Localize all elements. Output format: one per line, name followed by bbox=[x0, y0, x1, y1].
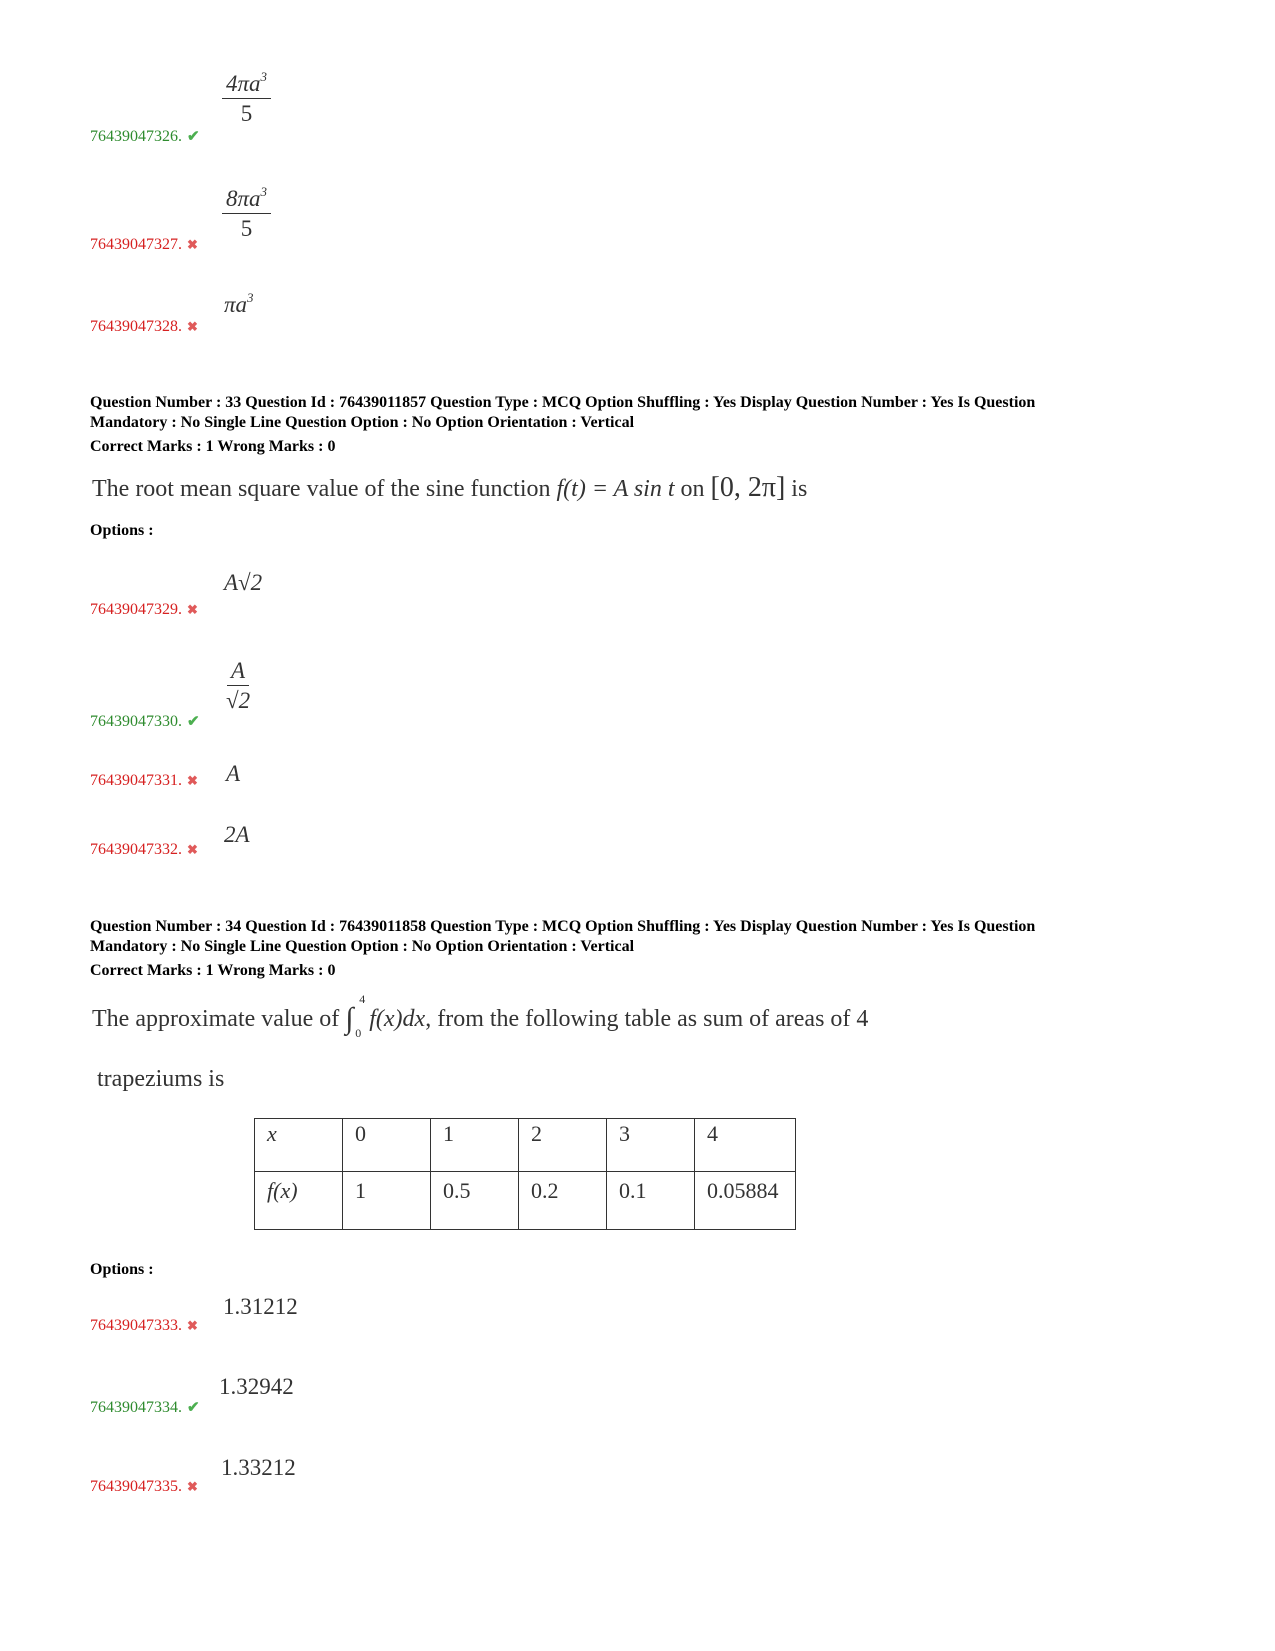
option-value: 1.33212 bbox=[221, 1455, 296, 1480]
table-cell: 0.1 bbox=[607, 1172, 695, 1230]
option-id: 76439047328. ✖ bbox=[90, 318, 198, 335]
option-id: 76439047333. ✖ bbox=[90, 1317, 198, 1334]
option-formula: $\pi a^3$ bbox=[224, 290, 254, 317]
correct-check-icon: ✔ bbox=[187, 1400, 200, 1416]
table-cell: 0.05884 bbox=[695, 1172, 796, 1230]
question-meta: Question Number : 33 Question Id : 76439011857 Question Type : MCQ Option Shuffling : Yes Display Question Number : Yes Is Question Mandatory : No Single Line Question Option : No Option Orientation : Vertical bbox=[90, 394, 1036, 431]
option-id: 76439047330. ✔ bbox=[90, 713, 200, 730]
table-header-cell: f(x) bbox=[255, 1172, 343, 1230]
question-text: The root mean square value of the sine function f(t) = A sin t on [0, 2π] is bbox=[92, 472, 808, 503]
option-id: 76439047326. ✔ bbox=[90, 128, 200, 145]
option-formula: $\frac{8\pi a^3}{5}$ bbox=[222, 185, 271, 240]
integral-sign: ∫ 4 0 bbox=[345, 992, 366, 1040]
option-formula: A√2 bbox=[224, 570, 263, 595]
table-cell: 0.5 bbox=[431, 1172, 519, 1230]
options-label: Options : bbox=[90, 522, 154, 539]
option-formula: A bbox=[226, 761, 241, 786]
option-value: 1.31212 bbox=[223, 1294, 298, 1319]
table-cell: 1 bbox=[431, 1119, 519, 1172]
wrong-cross-icon: ✖ bbox=[187, 773, 198, 788]
wrong-cross-icon: ✖ bbox=[187, 237, 198, 252]
question-text: The approximate value of ∫ 4 0 f(x)dx, from the following table as sum of areas of 4 bbox=[92, 992, 869, 1040]
values-table bbox=[254, 1118, 796, 1230]
table-cell: 1 bbox=[343, 1172, 431, 1230]
table-row bbox=[255, 1119, 796, 1172]
options-label: Options : bbox=[90, 1261, 154, 1278]
option-id: 76439047335. ✖ bbox=[90, 1478, 198, 1495]
table-cell: 0.2 bbox=[519, 1172, 607, 1230]
option-id: 76439047331. ✖ bbox=[90, 772, 198, 789]
correct-check-icon: ✔ bbox=[187, 714, 200, 730]
option-id: 76439047329. ✖ bbox=[90, 601, 198, 618]
question-marks: Correct Marks : 1 Wrong Marks : 0 bbox=[90, 438, 336, 455]
wrong-cross-icon: ✖ bbox=[187, 1318, 198, 1333]
question-text-line2: trapeziums is bbox=[97, 1066, 225, 1092]
table-cell: 2 bbox=[519, 1119, 607, 1172]
option-formula: $\frac{A}{√2}$ bbox=[226, 658, 251, 713]
wrong-cross-icon: ✖ bbox=[187, 319, 198, 334]
option-id: 76439047327. ✖ bbox=[90, 236, 198, 253]
option-id: 76439047334. ✔ bbox=[90, 1399, 200, 1416]
table-cell: 4 bbox=[695, 1119, 796, 1172]
option-formula: 2A bbox=[224, 822, 250, 847]
correct-check-icon: ✔ bbox=[187, 129, 200, 145]
option-value: 1.32942 bbox=[219, 1374, 294, 1399]
question-marks: Correct Marks : 1 Wrong Marks : 0 bbox=[90, 962, 336, 979]
table-row bbox=[255, 1172, 796, 1230]
table-cell: 3 bbox=[607, 1119, 695, 1172]
wrong-cross-icon: ✖ bbox=[187, 842, 198, 857]
option-formula: $\frac{4\pi a^3}{5}$ bbox=[222, 70, 271, 125]
wrong-cross-icon: ✖ bbox=[187, 1479, 198, 1494]
table-cell: 0 bbox=[343, 1119, 431, 1172]
table-header-cell: x bbox=[255, 1119, 343, 1172]
wrong-cross-icon: ✖ bbox=[187, 602, 198, 617]
option-id: 76439047332. ✖ bbox=[90, 841, 198, 858]
question-meta: Question Number : 34 Question Id : 76439011858 Question Type : MCQ Option Shuffling : Yes Display Question Number : Yes Is Question Mandatory : No Single Line Question Option : No Option Orientation : Vertical bbox=[90, 918, 1036, 955]
